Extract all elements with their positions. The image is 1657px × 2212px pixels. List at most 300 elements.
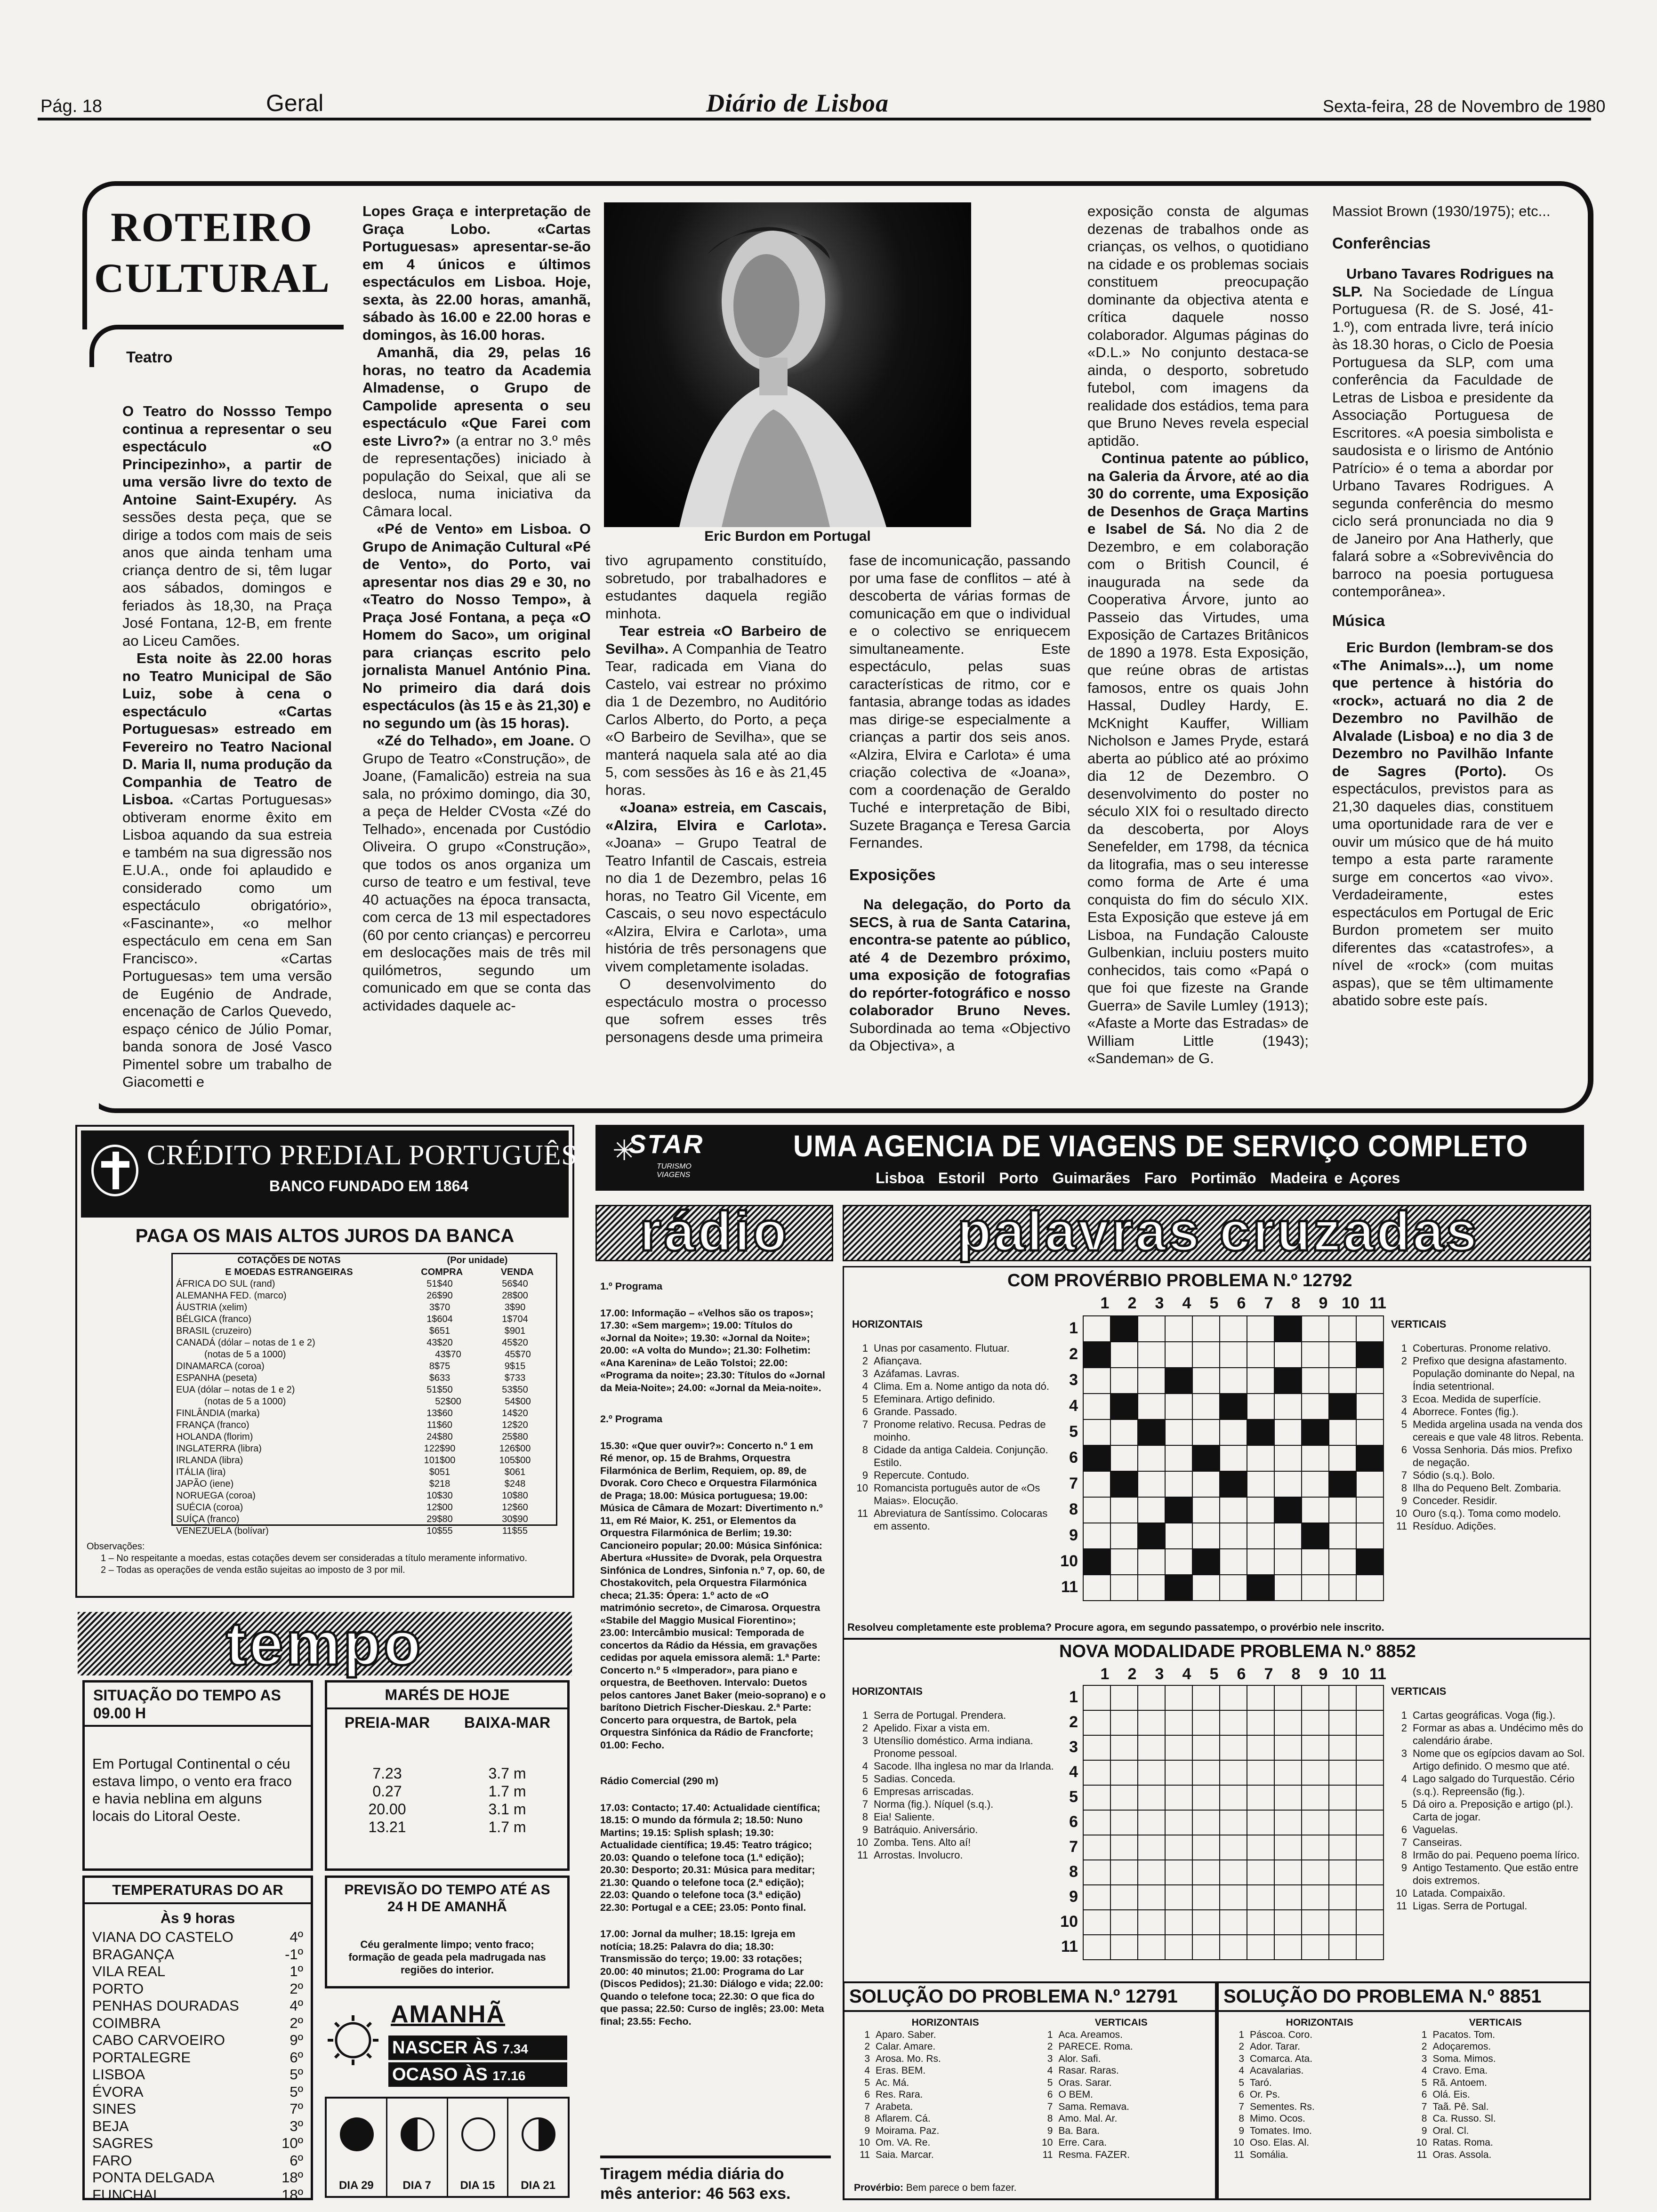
clue-text: Irmão do pai. Pequeno poema lírico. xyxy=(1413,1849,1580,1861)
crossword-cell[interactable] xyxy=(1192,1685,1220,1710)
crossword-cell[interactable] xyxy=(1302,1810,1329,1835)
crossword-cell[interactable] xyxy=(1083,1760,1110,1785)
crossword-cell[interactable] xyxy=(1220,1316,1247,1342)
tide-time: 0.27 xyxy=(372,1783,402,1800)
clue-text: Aparo. Saber. xyxy=(876,2029,936,2040)
crossword-cell[interactable] xyxy=(1329,1885,1356,1910)
crossword-cell[interactable] xyxy=(1138,1471,1165,1497)
clue-text: Apelido. Fixar a vista em. xyxy=(874,1722,990,1734)
crossword-cell[interactable] xyxy=(1247,1910,1274,1935)
obs-2: 2 – Todas as operações de venda estão sujeitas ao imposto de 3 por mil. xyxy=(101,1565,405,1575)
crossword-cell[interactable] xyxy=(1247,1760,1274,1785)
crossword-cell[interactable] xyxy=(1165,1445,1192,1471)
crossword-cell[interactable] xyxy=(1138,1342,1165,1368)
crossword-cell[interactable] xyxy=(1165,1685,1192,1710)
crossword-cell[interactable] xyxy=(1356,1735,1384,1760)
crossword-cell[interactable] xyxy=(1247,1575,1274,1601)
clue-number: 10 xyxy=(859,2137,870,2148)
crossword-cell[interactable] xyxy=(1083,1860,1110,1885)
crossword-cell[interactable] xyxy=(1083,1368,1110,1394)
crossword-cell[interactable] xyxy=(1083,1810,1110,1835)
crossword-cell[interactable] xyxy=(1247,1497,1274,1523)
crossword-cell[interactable] xyxy=(1110,1549,1138,1575)
crossword-cell[interactable] xyxy=(1083,1471,1110,1497)
crossword-cell[interactable] xyxy=(1220,1471,1247,1497)
crossword-cell[interactable] xyxy=(1302,1885,1329,1910)
crossword-cell[interactable] xyxy=(1083,1445,1110,1471)
crossword-cell[interactable] xyxy=(1274,1760,1302,1785)
clue-item xyxy=(854,2089,1037,2101)
crossword-cell[interactable] xyxy=(1356,1394,1384,1419)
crossword-cell[interactable] xyxy=(1329,1368,1356,1394)
crossword-cell[interactable] xyxy=(1247,1785,1274,1810)
crossword-cell[interactable] xyxy=(1329,1860,1356,1885)
crossword-cell[interactable] xyxy=(1083,1342,1110,1368)
temperature-value: -1º xyxy=(285,1946,303,1963)
crossword-cell[interactable] xyxy=(1247,1394,1274,1419)
crossword-cell[interactable] xyxy=(1192,1710,1220,1735)
crossword-cell[interactable] xyxy=(1192,1760,1220,1785)
crossword-cell[interactable] xyxy=(1165,1710,1192,1735)
crossword-cell[interactable] xyxy=(1110,1735,1138,1760)
clue-number: 1 xyxy=(1421,2029,1427,2040)
crossword-cell[interactable] xyxy=(1302,1575,1329,1601)
crossword-cell[interactable] xyxy=(1165,1497,1192,1523)
crossword-cell[interactable] xyxy=(1356,1575,1384,1601)
crossword-cell[interactable] xyxy=(1138,1760,1165,1785)
crossword-cell[interactable] xyxy=(1165,1316,1192,1342)
crossword-cell[interactable] xyxy=(1329,1394,1356,1419)
crossword-cell[interactable] xyxy=(1274,1785,1302,1810)
crossword-cell[interactable] xyxy=(1165,1342,1192,1368)
crossword-cell[interactable] xyxy=(1274,1710,1302,1735)
crossword-cell[interactable] xyxy=(1247,1860,1274,1885)
crossword-cell[interactable] xyxy=(1356,1497,1384,1523)
crossword-cell[interactable] xyxy=(1356,1785,1384,1810)
crossword-cell[interactable] xyxy=(1192,1316,1220,1342)
clue-text: Batráquio. Aniversário. xyxy=(874,1824,978,1835)
crossword-cell[interactable] xyxy=(1220,1497,1247,1523)
crossword-cell[interactable] xyxy=(1138,1523,1165,1549)
crossword-cell[interactable] xyxy=(1138,1810,1165,1835)
temperature-row xyxy=(92,1946,303,1964)
crossword-cell[interactable] xyxy=(1165,1910,1192,1935)
crossword-cell[interactable] xyxy=(1247,1835,1274,1860)
crossword-cell[interactable] xyxy=(1302,1368,1329,1394)
crossword-cell[interactable] xyxy=(1247,1685,1274,1710)
cruzadas-title: palavras cruzadas xyxy=(957,1201,1480,1263)
article-paragraph xyxy=(1332,639,1553,1010)
crossword-cell[interactable] xyxy=(1356,1685,1384,1710)
currency-name: INGLATERRA (libra) xyxy=(176,1443,262,1454)
crossword-cell[interactable] xyxy=(1110,1394,1138,1419)
clue-item xyxy=(854,2029,1037,2041)
crossword-cell[interactable] xyxy=(1274,1549,1302,1575)
crossword-cell[interactable] xyxy=(1138,1497,1165,1523)
crossword-cell[interactable] xyxy=(1274,1342,1302,1368)
clue-text: Om. VA. Re. xyxy=(876,2137,931,2148)
crossword-cell[interactable] xyxy=(1247,1342,1274,1368)
crossword-cell[interactable] xyxy=(1274,1575,1302,1601)
crossword-cell[interactable] xyxy=(1083,1575,1110,1601)
crossword-cell[interactable] xyxy=(1356,1910,1384,1935)
clue-text: Norma (fig.). Níquel (s.q.). xyxy=(874,1798,994,1810)
currency-row xyxy=(176,1278,553,1290)
crossword-cell[interactable] xyxy=(1220,1445,1247,1471)
crossword-cell[interactable] xyxy=(1356,1860,1384,1885)
crossword-cell[interactable] xyxy=(1220,1760,1247,1785)
clue-text: Vossa Senhoria. Dás mios. Prefixo de negação. xyxy=(1413,1444,1572,1468)
clue-item xyxy=(1228,2125,1411,2137)
crossword-cell[interactable] xyxy=(1302,1419,1329,1445)
crossword-cell[interactable] xyxy=(1356,1523,1384,1549)
crossword-cell[interactable] xyxy=(1247,1445,1274,1471)
crossword-cell[interactable] xyxy=(1220,1785,1247,1810)
crossword-cell[interactable] xyxy=(1302,1316,1329,1342)
crossword-cell[interactable] xyxy=(1302,1860,1329,1885)
crossword-cell[interactable] xyxy=(1356,1810,1384,1835)
crossword-cell[interactable] xyxy=(1247,1419,1274,1445)
mares-head: MARÉS DE HOJE xyxy=(327,1683,567,1709)
crossword-cell[interactable] xyxy=(1356,1471,1384,1497)
crossword-cell[interactable] xyxy=(1356,1445,1384,1471)
crossword-cell[interactable] xyxy=(1110,1760,1138,1785)
crossword-cell[interactable] xyxy=(1138,1735,1165,1760)
crossword-cell[interactable] xyxy=(1329,1835,1356,1860)
crossword-cell[interactable] xyxy=(1110,1575,1138,1601)
crossword-cell[interactable] xyxy=(1138,1316,1165,1342)
compra-value: 1$604 xyxy=(426,1314,453,1324)
crossword-cell[interactable] xyxy=(1110,1835,1138,1860)
crossword-cell[interactable] xyxy=(1329,1316,1356,1342)
crossword-cell[interactable] xyxy=(1165,1575,1192,1601)
compra-value: 51$40 xyxy=(426,1279,453,1289)
crossword-cell[interactable] xyxy=(1192,1910,1220,1935)
venda-value: $901 xyxy=(504,1326,526,1336)
crossword-cell[interactable] xyxy=(1192,1810,1220,1835)
crossword-cell[interactable] xyxy=(1220,1735,1247,1760)
crossword-cell[interactable] xyxy=(1083,1935,1110,1960)
crossword-cell[interactable] xyxy=(1356,1835,1384,1860)
clue-number: 7 xyxy=(862,1798,868,1810)
crossword-cell[interactable] xyxy=(1302,1785,1329,1810)
crossword-cell[interactable] xyxy=(1220,1394,1247,1419)
location-name: BEJA xyxy=(92,2117,129,2134)
crossword-cell[interactable] xyxy=(1274,1497,1302,1523)
crossword-cell[interactable] xyxy=(1247,1523,1274,1549)
clue-text: Medida argelina usada na venda dos cereais e que vale 48 litros. Rebenta. xyxy=(1413,1419,1584,1443)
crossword-cell[interactable] xyxy=(1083,1394,1110,1419)
crossword-cell[interactable] xyxy=(1329,1342,1356,1368)
tempo-title: tempo xyxy=(226,1609,424,1678)
crossword-cell[interactable] xyxy=(1165,1523,1192,1549)
obs-1: 1 – No respeitante a moedas, estas cotações devem ser consideradas a título meramente informativo. xyxy=(101,1553,528,1563)
crossword-cell[interactable] xyxy=(1083,1523,1110,1549)
crossword-cell[interactable] xyxy=(1247,1735,1274,1760)
crossword-cell[interactable] xyxy=(1192,1549,1220,1575)
tide-time: 20.00 xyxy=(368,1801,406,1818)
crossword-cell[interactable] xyxy=(1329,1471,1356,1497)
teatro-heading: Teatro xyxy=(126,348,173,366)
crossword-cell[interactable] xyxy=(1220,1810,1247,1835)
crossword-cell[interactable] xyxy=(1192,1523,1220,1549)
crossword-cell[interactable] xyxy=(1165,1835,1192,1860)
crossword-cell[interactable] xyxy=(1274,1471,1302,1497)
crossword-cell[interactable] xyxy=(1247,1471,1274,1497)
crossword-cell[interactable] xyxy=(1274,1368,1302,1394)
crossword-cell[interactable] xyxy=(1329,1575,1356,1601)
crossword-cell[interactable] xyxy=(1083,1735,1110,1760)
crossword-cell[interactable] xyxy=(1165,1368,1192,1394)
crossword-cell[interactable] xyxy=(1356,1419,1384,1445)
temperature-row xyxy=(92,2169,303,2187)
crossword-cell[interactable] xyxy=(1302,1910,1329,1935)
clue-number: 1 xyxy=(1401,1709,1407,1721)
p1-grid[interactable] xyxy=(1083,1315,1384,1601)
crossword-cell[interactable] xyxy=(1220,1549,1247,1575)
crossword-cell[interactable] xyxy=(1329,1810,1356,1835)
temp-head: TEMPERATURAS DO AR xyxy=(85,1878,311,1904)
crossword-cell[interactable] xyxy=(1110,1685,1138,1710)
crossword-cell[interactable] xyxy=(1302,1523,1329,1549)
crossword-cell[interactable] xyxy=(1274,1394,1302,1419)
crossword-cell[interactable] xyxy=(1329,1760,1356,1785)
crossword-cell[interactable] xyxy=(1356,1710,1384,1735)
crossword-cell[interactable] xyxy=(1220,1910,1247,1935)
crossword-cell[interactable] xyxy=(1192,1835,1220,1860)
crossword-cell[interactable] xyxy=(1274,1835,1302,1860)
crossword-cell[interactable] xyxy=(1247,1810,1274,1835)
crossword-cell[interactable] xyxy=(1329,1497,1356,1523)
crossword-cell[interactable] xyxy=(1165,1810,1192,1835)
clue-item xyxy=(852,1811,1064,1823)
crossword-cell[interactable] xyxy=(1220,1835,1247,1860)
crossword-cell[interactable] xyxy=(1138,1368,1165,1394)
crossword-cell[interactable] xyxy=(1110,1860,1138,1885)
crossword-cell[interactable] xyxy=(1192,1497,1220,1523)
lead-text: Tear estreia «O Barbeiro de Sevilha». xyxy=(605,623,827,657)
crossword-cell[interactable] xyxy=(1138,1710,1165,1735)
crossword-cell[interactable] xyxy=(1165,1549,1192,1575)
crossword-cell[interactable] xyxy=(1192,1860,1220,1885)
clue-item xyxy=(1411,2077,1580,2089)
crossword-cell[interactable] xyxy=(1220,1685,1247,1710)
crossword-cell[interactable] xyxy=(1220,1419,1247,1445)
crossword-cell[interactable] xyxy=(1083,1497,1110,1523)
crossword-cell[interactable] xyxy=(1110,1342,1138,1368)
crossword-cell[interactable] xyxy=(1110,1785,1138,1810)
crossword-cell[interactable] xyxy=(1220,1575,1247,1601)
crossword-cell[interactable] xyxy=(1165,1735,1192,1760)
crossword-cell[interactable] xyxy=(1274,1860,1302,1885)
crossword-cell[interactable] xyxy=(1165,1394,1192,1419)
crossword-cell[interactable] xyxy=(1274,1523,1302,1549)
crossword-cell[interactable] xyxy=(1302,1835,1329,1860)
crossword-cell[interactable] xyxy=(1110,1935,1138,1960)
crossword-cell[interactable] xyxy=(1138,1935,1165,1960)
clue-text: Taã. Pê. Sal. xyxy=(1432,2101,1489,2112)
crossword-cell[interactable] xyxy=(1192,1785,1220,1810)
crossword-cell[interactable] xyxy=(1138,1785,1165,1810)
crossword-cell[interactable] xyxy=(1110,1368,1138,1394)
crossword-cell[interactable] xyxy=(1274,1685,1302,1710)
crossword-cell[interactable] xyxy=(1329,1419,1356,1445)
crossword-cell[interactable] xyxy=(1110,1885,1138,1910)
crossword-cell[interactable] xyxy=(1138,1394,1165,1419)
p2-grid[interactable] xyxy=(1083,1685,1384,1960)
crossword-cell[interactable] xyxy=(1247,1368,1274,1394)
crossword-cell[interactable] xyxy=(1356,1549,1384,1575)
crossword-cell[interactable] xyxy=(1165,1419,1192,1445)
crossword-cell[interactable] xyxy=(1220,1368,1247,1394)
crossword-cell[interactable] xyxy=(1138,1910,1165,1935)
crossword-cell[interactable] xyxy=(1220,1523,1247,1549)
moon-phase-1 xyxy=(327,2099,387,2196)
crossword-cell[interactable] xyxy=(1083,1835,1110,1860)
crossword-cell[interactable] xyxy=(1138,1575,1165,1601)
clue-number: 7 xyxy=(1401,1836,1407,1848)
col6-intro: Massiot Brown (1930/1975); etc... xyxy=(1332,203,1551,219)
crossword-cell[interactable] xyxy=(1274,1910,1302,1935)
crossword-cell[interactable] xyxy=(1329,1685,1356,1710)
crossword-cell[interactable] xyxy=(1302,1935,1329,1960)
crossword-cell[interactable] xyxy=(1083,1910,1110,1935)
crossword-cell[interactable] xyxy=(1274,1810,1302,1835)
crossword-cell[interactable] xyxy=(1138,1885,1165,1910)
crossword-cell[interactable] xyxy=(1110,1810,1138,1835)
crossword-cell[interactable] xyxy=(1138,1835,1165,1860)
crossword-cell[interactable] xyxy=(1192,1368,1220,1394)
roteiro-col-6 xyxy=(1332,202,1553,1010)
crossword-cell[interactable] xyxy=(1356,1760,1384,1785)
crossword-cell[interactable] xyxy=(1083,1419,1110,1445)
crossword-cell[interactable] xyxy=(1192,1419,1220,1445)
crossword-cell[interactable] xyxy=(1138,1419,1165,1445)
crossword-cell[interactable] xyxy=(1274,1316,1302,1342)
crossword-cell[interactable] xyxy=(1192,1342,1220,1368)
crossword-cell[interactable] xyxy=(1356,1885,1384,1910)
currency-row xyxy=(176,1443,553,1455)
crossword-cell[interactable] xyxy=(1247,1885,1274,1910)
crossword-cell[interactable] xyxy=(1274,1445,1302,1471)
crossword-cell[interactable] xyxy=(1192,1394,1220,1419)
crossword-cell[interactable] xyxy=(1192,1935,1220,1960)
clue-text: Sadias. Conceda. xyxy=(874,1773,956,1785)
crossword-cell[interactable] xyxy=(1110,1710,1138,1735)
crossword-cell[interactable] xyxy=(1083,1710,1110,1735)
crossword-cell[interactable] xyxy=(1274,1935,1302,1960)
crossword-cell[interactable] xyxy=(1083,1316,1110,1342)
crossword-cell[interactable] xyxy=(1220,1860,1247,1885)
crossword-cell[interactable] xyxy=(1329,1785,1356,1810)
crossword-cell[interactable] xyxy=(1138,1685,1165,1710)
crossword-cell[interactable] xyxy=(1247,1549,1274,1575)
crossword-cell[interactable] xyxy=(1247,1710,1274,1735)
crossword-cell[interactable] xyxy=(1302,1471,1329,1497)
crossword-cell[interactable] xyxy=(1302,1685,1329,1710)
crossword-cell[interactable] xyxy=(1165,1785,1192,1810)
crossword-cell[interactable] xyxy=(1110,1445,1138,1471)
crossword-cell[interactable] xyxy=(1110,1497,1138,1523)
crossword-cell[interactable] xyxy=(1329,1549,1356,1575)
currency-row xyxy=(176,1349,553,1361)
clue-text: Latada. Compaixão. xyxy=(1413,1887,1505,1899)
clue-text: Res. Rara. xyxy=(876,2089,923,2100)
crossword-cell[interactable] xyxy=(1329,1445,1356,1471)
crossword-cell[interactable] xyxy=(1302,1549,1329,1575)
crossword-cell[interactable] xyxy=(1356,1342,1384,1368)
crossword-cell[interactable] xyxy=(1329,1735,1356,1760)
clue-number: 4 xyxy=(1421,2065,1427,2076)
crossword-cell[interactable] xyxy=(1165,1760,1192,1785)
crossword-cell[interactable] xyxy=(1247,1935,1274,1960)
crossword-cell[interactable] xyxy=(1220,1935,1247,1960)
crossword-cell[interactable] xyxy=(1138,1445,1165,1471)
crossword-cell[interactable] xyxy=(1302,1394,1329,1419)
crossword-cell[interactable] xyxy=(1329,1523,1356,1549)
crossword-cell[interactable] xyxy=(1110,1471,1138,1497)
crossword-cell[interactable] xyxy=(1274,1735,1302,1760)
location-name: VILA REAL xyxy=(92,1963,166,1980)
crossword-cell[interactable] xyxy=(1302,1342,1329,1368)
clue-item xyxy=(1228,2137,1411,2149)
crossword-cell[interactable] xyxy=(1192,1885,1220,1910)
crossword-cell[interactable] xyxy=(1110,1419,1138,1445)
crossword-cell[interactable] xyxy=(1192,1575,1220,1601)
crossword-cell[interactable] xyxy=(1329,1710,1356,1735)
crossword-cell[interactable] xyxy=(1138,1549,1165,1575)
crossword-cell[interactable] xyxy=(1302,1445,1329,1471)
roteiro-col-1 xyxy=(122,402,332,1091)
crossword-cell[interactable] xyxy=(1192,1471,1220,1497)
crossword-cell[interactable] xyxy=(1220,1342,1247,1368)
crossword-cell[interactable] xyxy=(1302,1710,1329,1735)
crossword-cell[interactable] xyxy=(1274,1419,1302,1445)
crossword-cell[interactable] xyxy=(1083,1785,1110,1810)
crossword-cell[interactable] xyxy=(1165,1935,1192,1960)
grid-index: 5 xyxy=(1209,1294,1219,1312)
crossword-cell[interactable] xyxy=(1083,1549,1110,1575)
crossword-cell[interactable] xyxy=(1329,1910,1356,1935)
crossword-cell[interactable] xyxy=(1247,1316,1274,1342)
crossword-cell[interactable] xyxy=(1192,1445,1220,1471)
compra-value: 8$75 xyxy=(429,1361,450,1371)
situacao-head: SITUAÇÃO DO TEMPO AS 09.00 H xyxy=(85,1683,311,1727)
crossword-cell[interactable] xyxy=(1220,1710,1247,1735)
crossword-cell[interactable] xyxy=(1110,1910,1138,1935)
crossword-cell[interactable] xyxy=(1083,1685,1110,1710)
crossword-cell[interactable] xyxy=(1138,1860,1165,1885)
crossword-cell[interactable] xyxy=(1302,1497,1329,1523)
crossword-cell[interactable] xyxy=(1165,1471,1192,1497)
crossword-cell[interactable] xyxy=(1329,1935,1356,1960)
crossword-cell[interactable] xyxy=(1302,1760,1329,1785)
crossword-cell[interactable] xyxy=(1192,1735,1220,1760)
crossword-cell[interactable] xyxy=(1274,1885,1302,1910)
crossword-cell[interactable] xyxy=(1302,1735,1329,1760)
crossword-cell[interactable] xyxy=(1220,1885,1247,1910)
crossword-cell[interactable] xyxy=(1165,1885,1192,1910)
crossword-cell[interactable] xyxy=(1356,1935,1384,1960)
crossword-cell[interactable] xyxy=(1356,1316,1384,1342)
crossword-cell[interactable] xyxy=(1165,1860,1192,1885)
crossword-cell[interactable] xyxy=(1083,1885,1110,1910)
crossword-cell[interactable] xyxy=(1110,1523,1138,1549)
crossword-cell[interactable] xyxy=(1356,1368,1384,1394)
tide-row xyxy=(327,1818,567,1836)
crossword-cell[interactable] xyxy=(1110,1316,1138,1342)
venda-value: $733 xyxy=(504,1373,526,1383)
